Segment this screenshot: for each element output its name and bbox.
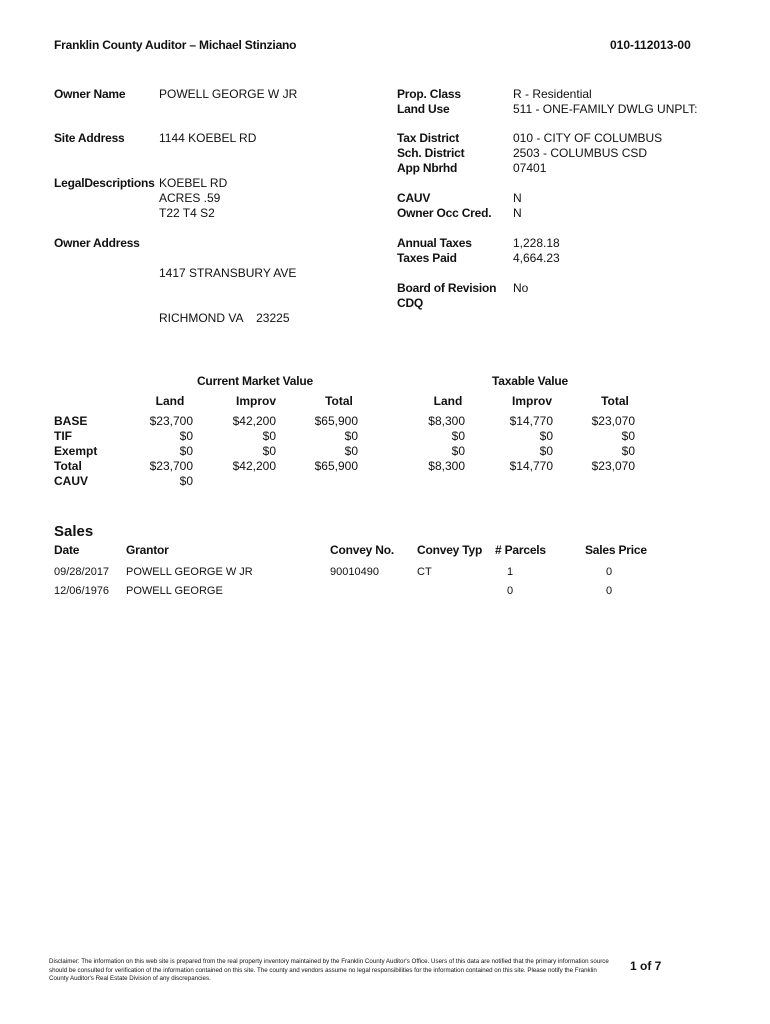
cell: $23,700 [149,414,193,428]
row-label-tif: TIF [54,429,72,443]
cauv-value: N [513,191,522,205]
current-land-column [130,414,193,489]
legal-line: ACRES .59 [159,191,221,205]
prop-class-value: R - Residential [513,87,592,101]
disclaimer-text: Disclaimer: The information on this web site is prepared from the real property inventory maintained by the Franklin County Auditor's Office. Users of this data are notified that the primary information source should be consulted for verification of the information contained on this site. The county and vendors assume no legal responsibilities for the information contained on this site. Please notify the Franklin County Auditor's Real Estate Division of any discrepancies. [49,958,609,982]
legal-line: T22 T4 S2 [159,206,215,220]
owner-address-line: RICHMOND VA 23225 [159,311,290,325]
sales-grantor-header: Grantor [126,543,169,557]
owner-address-value [159,236,296,341]
taxable-land-column [402,414,465,474]
owner-address-label: Owner Address [54,236,140,250]
tax-district-value: 010 - CITY OF COLUMBUS [513,131,663,145]
row-label-base: BASE [54,414,88,428]
sale-grantor: POWELL GEORGE W JR [126,566,253,578]
app-nbrhd-label: App Nbrhd [397,161,458,175]
cell: $0 [451,429,465,443]
sch-district-value: 2503 - COLUMBUS CSD [513,146,648,160]
cell: $14,770 [509,459,553,473]
legal-line: KOEBEL RD [159,176,228,190]
prop-class-label: Prop. Class [397,87,461,101]
cell: $42,200 [232,459,276,473]
sale-convey-typ: CT [417,566,432,578]
cell: $0 [262,444,276,458]
taxable-value-title: Taxable Value [492,374,568,388]
owner-address-line: 1417 STRANSBURY AVE [159,266,297,280]
annual-taxes-label: Annual Taxes [397,236,472,250]
sales-convey-typ-header: Convey Typ [417,543,483,557]
owner-name-label: Owner Name [54,87,126,101]
sale-grantor: POWELL GEORGE [126,585,223,597]
cell: $0 [179,429,193,443]
legal-description-value [159,176,227,221]
cell: $0 [262,429,276,443]
cell: $0 [179,474,193,488]
current-land-header: Land [155,394,185,408]
sales-heading: Sales [54,523,94,540]
owner-occ-label: Owner Occ Cred. [397,206,492,220]
sale-convey-no: 90010490 [330,566,379,578]
value-row-labels [54,414,97,489]
parcel-id: 010-112013-00 [610,38,691,52]
sale-price: 0 [606,566,613,578]
site-address-label: Site Address [54,131,125,145]
land-use-value: 511 - ONE-FAMILY DWLG UNPLT: [513,102,698,116]
cell: $23,070 [591,459,635,473]
cell: $8,300 [428,414,465,428]
page-title: Franklin County Auditor – Michael Stinziano [54,38,297,52]
taxable-land-header: Land [433,394,463,408]
cell: $0 [539,444,553,458]
site-address-value: 1144 KOEBEL RD [159,131,257,145]
cell: $14,770 [509,414,553,428]
cell: $65,900 [314,414,358,428]
current-improv-header: Improv [235,394,276,408]
page-number: 1 of 7 [630,959,662,973]
cell: $0 [621,429,635,443]
cell: $42,200 [232,414,276,428]
taxes-paid-label: Taxes Paid [397,251,457,265]
cell: $0 [451,444,465,458]
sales-price-header: Sales Price [585,543,647,557]
row-label-exempt: Exempt [54,444,98,458]
sales-convey-no-header: Convey No. [330,543,395,557]
row-label-total: Total [54,459,82,473]
app-nbrhd-value: 07401 [513,161,547,175]
cell: $0 [344,429,358,443]
sale-price: 0 [606,585,613,597]
legal-description-label: LegalDescriptions [54,176,155,190]
current-total-header: Total [325,394,353,408]
cell: $8,300 [428,459,465,473]
tax-district-label: Tax District [397,131,460,145]
sales-parcels-header: # Parcels [495,543,546,557]
land-use-label: Land Use [397,102,450,116]
sale-date: 09/28/2017 [54,566,110,578]
sale-date: 12/06/1976 [54,585,110,597]
taxable-improv-column [490,414,553,474]
cdq-label-line: CDQ [397,296,424,310]
cell: $65,900 [314,459,358,473]
bor-label-line: Board of Revision [397,281,497,295]
cell: $0 [539,429,553,443]
board-of-revision-label [397,281,496,311]
row-label-cauv: CAUV [54,474,89,488]
cauv-label: CAUV [397,191,431,205]
sales-date-header: Date [54,543,80,557]
current-total-column [295,414,358,474]
cell: $0 [344,444,358,458]
current-improv-column [213,414,276,474]
taxable-total-header: Total [601,394,629,408]
owner-name-value: POWELL GEORGE W JR [159,87,298,101]
sale-parcels: 1 [507,566,514,578]
sale-parcels: 0 [507,585,514,597]
cell: $0 [621,444,635,458]
cell: $23,070 [591,414,635,428]
owner-occ-value: N [513,206,522,220]
annual-taxes-value: 1,228.18 [513,236,560,250]
cell: $23,700 [149,459,193,473]
current-market-value-title: Current Market Value [196,374,314,388]
taxable-improv-header: Improv [511,394,552,408]
sch-district-label: Sch. District [397,146,465,160]
board-of-revision-value: No [513,281,529,295]
cell: $0 [179,444,193,458]
taxable-total-column [572,414,635,474]
taxes-paid-value: 4,664.23 [513,251,560,265]
